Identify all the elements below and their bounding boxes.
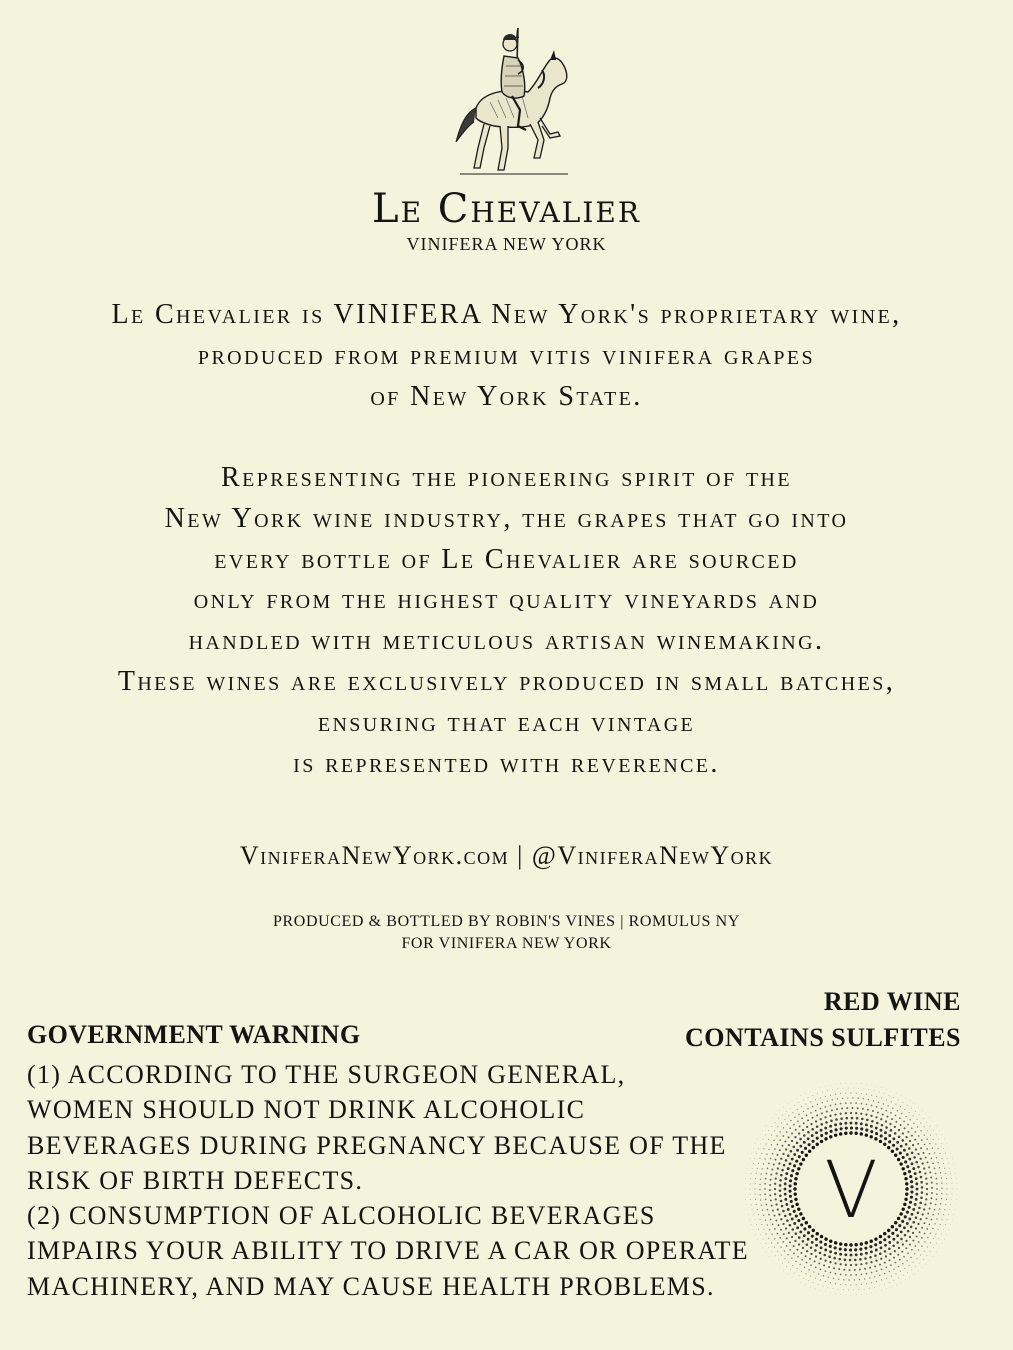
story-line: only from the highest quality vineyards and xyxy=(193,584,820,616)
warning-line: WOMEN SHOULD NOT DRINK ALCOHOLIC xyxy=(27,1095,586,1125)
story-line: Representing the pioneering spirit of the xyxy=(221,462,792,493)
producer-info xyxy=(0,911,1013,955)
website-and-handle: ViniferaNewYork.com | @ViniferaNewYork xyxy=(239,841,774,870)
producer-line: FOR VINIFERA NEW YORK xyxy=(401,935,612,952)
story-line: every bottle of Le Chevalier are sourced xyxy=(214,543,799,575)
knight-on-horse-icon xyxy=(446,26,574,178)
warning-line: (1) ACCORDING TO THE SURGEON GENERAL, xyxy=(27,1060,626,1089)
intro-paragraph xyxy=(0,295,1013,417)
story-paragraph xyxy=(0,458,1013,784)
warning-line: MACHINERY, AND MAY CAUSE HEALTH PROBLEMS. xyxy=(27,1271,715,1301)
warning-line: RISK OF BIRTH DEFECTS. xyxy=(27,1165,364,1195)
brand-subtitle: VINIFERA NEW YORK xyxy=(406,234,607,254)
seal-letter: V xyxy=(824,1146,878,1236)
vinifera-seal-icon xyxy=(740,1078,962,1300)
brand-name: Le Chevalier xyxy=(372,186,641,232)
wine-type-info xyxy=(685,984,961,1056)
intro-line: of New York State. xyxy=(370,380,643,412)
story-line: handled with meticulous artisan winemaking. xyxy=(188,625,825,657)
warning-line: BEVERAGES DURING PREGNANCY BECAUSE OF THE xyxy=(27,1130,727,1160)
wine-type-label: RED WINE xyxy=(823,987,961,1016)
warning-line: (2) CONSUMPTION OF ALCOHOLIC BEVERAGES xyxy=(27,1201,656,1231)
intro-line: Le Chevalier is VINIFERA New York's proprietary wine, xyxy=(111,299,902,330)
intro-line: produced from premium vitis vinifera grapes xyxy=(197,339,816,371)
story-line: is represented with reverence. xyxy=(293,747,720,779)
story-line: New York wine industry, the grapes that go into xyxy=(164,502,849,534)
sulfites-label: CONTAINS SULFITES xyxy=(684,1023,961,1052)
story-line: ensuring that each vintage xyxy=(317,706,696,738)
government-warning-title: GOVERNMENT WARNING xyxy=(27,1020,361,1049)
government-warning-text xyxy=(27,1057,749,1304)
warning-line: IMPAIRS YOUR ABILITY TO DRIVE A CAR OR OPERATE xyxy=(27,1236,749,1266)
story-line: These wines are exclusively produced in small batches, xyxy=(117,665,896,697)
producer-line: PRODUCED & BOTTLED BY ROBIN'S VINES | ROMULUS NY xyxy=(273,913,740,930)
